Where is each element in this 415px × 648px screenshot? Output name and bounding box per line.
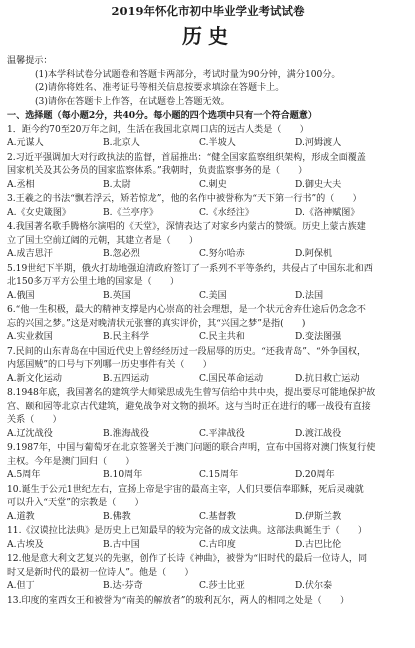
option-row [7,539,409,553]
answer-option: A.成吉思汗 [7,249,53,259]
option-row [7,248,409,262]
answer-option: C.刺史 [199,179,227,190]
answer-option: C.《水经注》 [199,207,254,218]
answer-option: B.北京人 [103,138,140,148]
answer-option: C.15周年 [199,470,239,480]
question-item [7,304,409,345]
answer-option: D.御史大夫 [295,179,342,190]
question-text: 主权。今年是澳门回归（ ） [7,456,135,467]
answer-option: D.《洛神赋图》 [295,207,360,218]
question-text: 6.“他一生积极，最大的精神支撑是内心崇高的社会理想，是一个状元舍弃仕途后仍念念不 [7,305,366,315]
answer-option: B.古中国 [103,539,140,550]
question-text: 可以升入“天堂”的宗教是（ ） [7,498,144,508]
answer-option: C.民主共和 [199,332,245,342]
answer-option: A.道教 [7,511,35,522]
question-text: 1．距今约70至20万年之间，生活在我国北京周口店的远古人类是（ ） [7,124,309,135]
subject-heading: 历史 [182,24,234,48]
answer-option: C.美国 [199,290,227,301]
answer-option: D.变法图强 [295,332,342,342]
question-item [7,263,409,304]
question-text: 立了国土空前辽阔的元朝，其建立者是（ ） [7,235,198,246]
answer-option: B.太尉 [103,179,131,190]
answer-option: D.渡江战役 [295,428,342,439]
option-row [7,179,409,193]
answer-option: A.丞相 [7,179,35,190]
question-item [7,124,409,151]
answer-option: C.平津战役 [199,428,245,439]
question-item [7,221,409,262]
question-text: 2.习近平强调加大对行政执法的监督，首届推出：“健全国家监察组织架构，形成全面覆盖 [7,152,366,163]
answer-option: A.古埃及 [7,539,44,550]
option-row [7,290,409,304]
question-item [7,442,409,483]
answer-option: C.半坡人 [199,138,236,148]
section-heading: 一、选择题（每小题2分，共40分。每小题的四个选项中只有一个符合题意） [7,110,317,121]
answer-option: D.伏尔泰 [295,581,333,591]
answer-option: C.努尔哈赤 [199,249,245,259]
option-row [7,511,409,525]
question-item [7,193,409,220]
question-text: 宫、颐和园等北京古代建筑，避免战争对文物的损坏。这与当时正在进行的哪一战役有直接 [7,401,371,412]
question-text: 8.1948年底，我国著名的建筑学大师梁思成先生曾写信给中共中央，提出要尽可能地保护故 [7,388,376,398]
answer-option: A.元谋人 [7,138,44,148]
question-text: 北150多万平方公里土地的国家是（ ） [7,277,179,287]
option-row [7,580,409,594]
notice-heading: 温馨提示： [7,56,53,66]
question-item [7,387,409,441]
question-text: 国家机关及其公务员的国家监察体系。”我朝时，负责监察事务的是（ ） [7,166,308,176]
answer-option: B.达·芬奇 [103,581,143,591]
question-text: 12.他是意大利文艺复兴的先驱，创作了长诗《神曲》，被誉为“旧时代的最后一位诗人，同 [7,554,368,564]
question-item [7,595,409,609]
answer-option: A.5周年 [7,470,41,480]
question-text: 忘的兴国之梦。”这是对晚清状元张謇的真实评价，其“兴国之梦”是指( ) [7,318,306,329]
question-item [7,553,409,594]
notice-item: (2)请你将姓名、准考证号等相关信息按要求填涂在答题卡上。 [35,83,285,93]
notice-item: (3)请你在答题卡上作答，在试题卷上答题无效。 [35,96,230,107]
question-item [7,346,409,387]
option-row [7,469,409,483]
answer-option: D.阿保机 [295,249,333,259]
option-row [7,373,409,387]
exam-title: 2019年怀化市初中毕业学业考试试卷 [111,4,305,18]
answer-option: C.基督教 [199,511,236,522]
question-text: 11.《汉谟拉比法典》是历史上已知最早的较为完备的成文法典。这部法典诞生于（ ） [7,526,368,536]
answer-option: C.莎士比亚 [199,581,245,591]
question-item [7,525,409,552]
notice-item: (1)本学科试卷分试题卷和答题卡两部分，考试时量为90分钟，满分100分。 [35,69,341,80]
answer-option: A.新文化运动 [7,373,62,384]
answer-option: B.佛教 [103,511,131,522]
question-text: 7.民间的山东青岛在中国近代史上曾经经历过一段屈辱的历史。“还我青岛”、“外争国权， [7,346,367,357]
option-row [7,207,409,221]
answer-option: D.抗日救亡运动 [295,373,360,384]
option-row [7,137,409,151]
answer-option: C.国民革命运动 [199,373,264,384]
answer-option: C.古印度 [199,539,236,550]
question-text: 10.诞生于公元1世纪左右，宣扬上帝是宇宙的最高主宰，人们只要信奉耶稣，死后灵魂就 [7,484,364,495]
answer-option: D.法国 [295,290,324,301]
question-list [7,124,409,609]
answer-option: A.但丁 [7,581,35,591]
answer-option: B.民主科学 [103,332,149,342]
answer-option: D.伊斯兰教 [295,511,342,522]
option-row [7,428,409,442]
question-text: 3.王羲之的书法“飘若浮云，矫若惊龙”，他的名作中被誉称为“天下第一行书”的（ ） [7,194,362,204]
answer-option: B.五四运动 [103,373,149,384]
question-item [7,484,409,525]
answer-option: B.英国 [103,290,131,301]
question-text: 关系（ ） [7,415,62,425]
answer-option: B.淮海战役 [103,428,149,439]
question-text: 5.19世纪下半期，俄火打劫地强迫清政府签订了一系列不平等条约，共侵占了中国东北和西 [7,263,373,274]
answer-option: B.10周年 [103,470,143,480]
question-text: 内惩国贼”的口号与下列哪一历史事件有关（ ） [7,360,212,370]
question-text: 9.1987年，中国与葡萄牙在北京签署关于澳门问题的联合声明，宣布中国将对澳门恢复行使 [7,443,376,453]
question-text: 时又是新时代的最初一位诗人”。他是（ ） [7,567,194,578]
answer-option: A.辽沈战役 [7,428,53,439]
question-text: 13.印度的室西女王和被誉为“南美的解放者”的玻利瓦尔，两人的相同之处是（ ） [7,595,350,606]
answer-option: D.河姆渡人 [295,138,342,148]
answer-option: B.《兰亭序》 [103,207,159,218]
answer-option: D.20周年 [295,470,335,480]
answer-option: A.实业救国 [7,332,53,342]
question-item [7,152,409,193]
option-row [7,331,409,345]
answer-option: B.忽必烈 [103,249,140,259]
question-text: 4.我国著名歌手腾格尔演唱的《天堂》，深情表达了对家乡内蒙古的赞颂。历史上蒙古族建 [7,222,366,232]
answer-option: A.俄国 [7,290,35,301]
answer-option: A.《女史箴图》 [7,207,72,218]
answer-option: D.古巴比伦 [295,539,342,550]
